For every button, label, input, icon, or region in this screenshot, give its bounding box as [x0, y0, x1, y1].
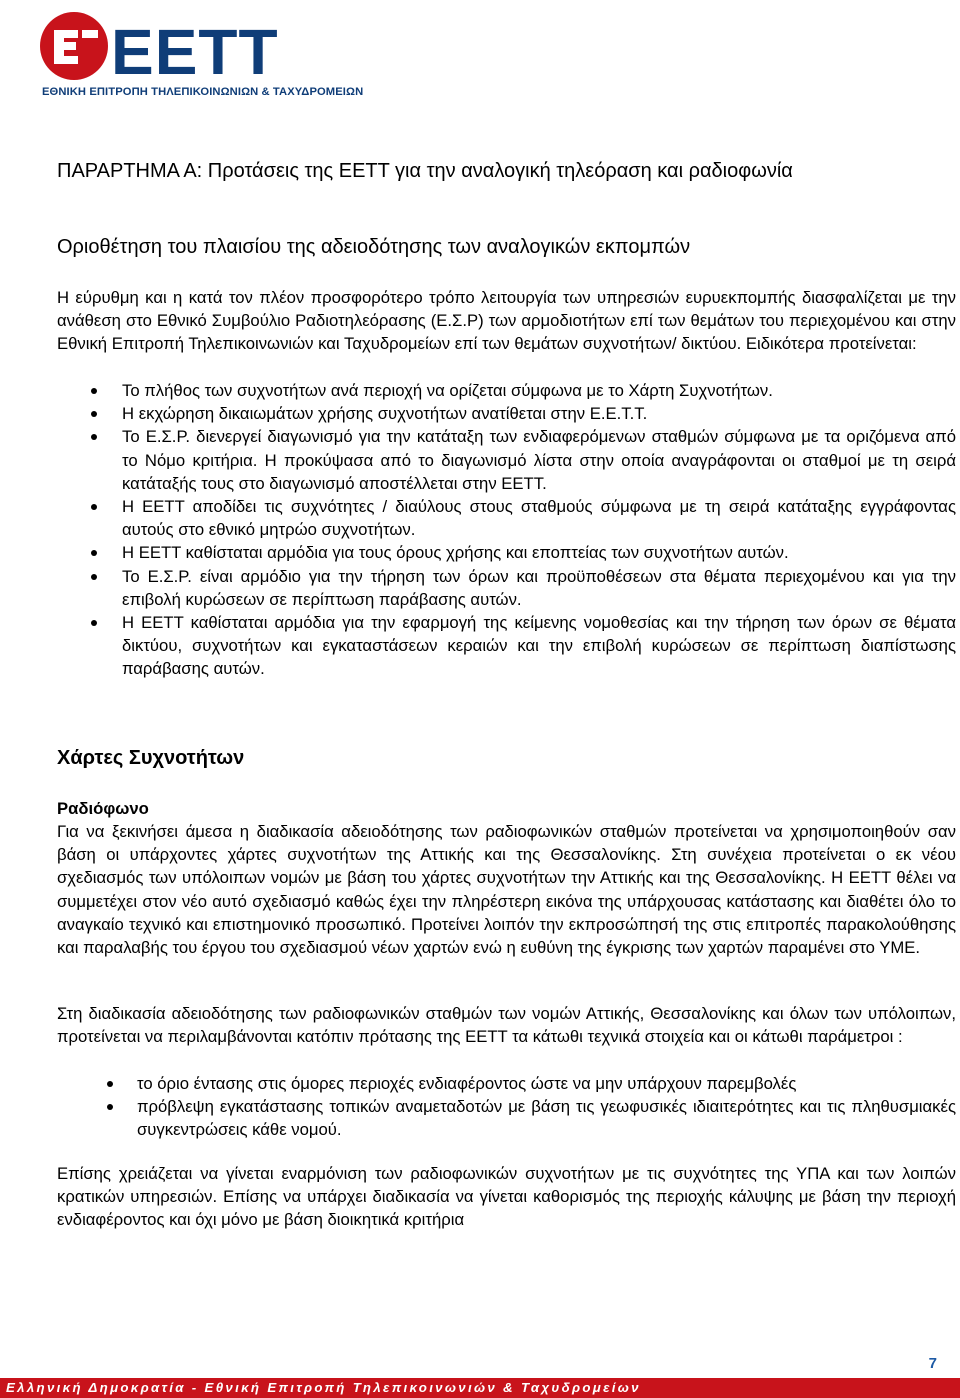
- logo-brand: EETT: [111, 16, 279, 88]
- list-item: Το Ε.Σ.Ρ. διενεργεί διαγωνισμό για την κατάταξη των ενδιαφερόμενων σταθμών σύμφωνα με τα οριζόμενα από το Νόμο κριτήρια. Η προκύψασα από το διαγωνισμό λίστα στην οποία αναγράφονται οι σταθμοί με τη σειρά κατάταξής τους στο διαγωνισμό αποστέλλεται στην ΕΕΤΤ.: [57, 425, 956, 495]
- list-item: Η ΕΕΤΤ καθίσταται αρμόδια για την εφαρμογή της κείμενης νομοθεσίας και την τήρηση των όρων σε θέματα δικτύου, συχνοτήτων και εγκαταστάσεων κεραιών και την επιβολή κυρώσεων σε περίπτωση διαπίστωσης παράβασης αυτών.: [57, 611, 956, 681]
- intro-paragraph: Η εύρυθμη και η κατά τον πλέον προσφορότερο τρόπο λειτουργία των υπηρεσιών ευρυεκπομπής διασφαλίζεται με την ανάθεση στο Εθνικό Συμβούλιο Ραδιοτηλεόρασης (Ε.Σ.Ρ) των αρμοδιοτήτων επί των θεμάτων του περιεχομένου και στην Εθνική Επιτροπή Τηλεπικοινωνιών και Ταχυδρομείων επί των θεμάτων συχνοτήτων/ δικτύου. Ειδικότερα προτείνεται:: [57, 288, 956, 354]
- proposal-list: [57, 379, 956, 681]
- list-item: το όριο έντασης στις όμορες περιοχές ενδιαφέροντος ώστε να μην υπάρχουν παρεμβολές: [57, 1072, 956, 1095]
- list-item: Η ΕΕΤΤ καθίσταται αρμόδια για τους όρους χρήσης και εποπτείας των συχνοτήτων αυτών.: [57, 541, 956, 564]
- footer-bar: Ελληνική Δημοκρατία - Εθνική Επιτροπή Τηλεπικοινωνιών & Ταχυδρομείων: [0, 1378, 960, 1398]
- list-item: Το Ε.Σ.Ρ. είναι αρμόδιο για την τήρηση των όρων και προϋποθέσεων στα θέματα περιεχομένου και για την επιβολή κυρώσεων σε περίπτωση παράβασης αυτών.: [57, 565, 956, 611]
- parameters-list: [57, 1072, 956, 1142]
- radio-paragraph-3: Επίσης χρειάζεται να γίνεται εναρμόνιση των ραδιοφωνικών συχνοτήτων με τις συχνότητες της ΥΠΑ και των λοιπών κρατικών υπηρεσιών. Επίσης να υπάρχει διαδικασία να γίνεται καθορισμός της περιοχής κάλυψης με βάση την περιοχή ενδιαφέροντος και όχι μόνο με βάση διοικητικά κριτήρια: [57, 1164, 956, 1230]
- page-title: ΠΑΡΑΡΤΗΜΑ Α: Προτάσεις της ΕΕΤΤ για την αναλογική τηλεόραση και ραδιοφωνία: [57, 160, 793, 182]
- page-subtitle: Οριοθέτηση του πλαισίου της αδειοδότησης των αναλογικών εκπομπών: [57, 236, 691, 258]
- list-item: Η ΕΕΤΤ αποδίδει τις συχνότητες / διαύλους στους σταθμούς σύμφωνα με τη σειρά κατάταξης εγγράφοντας αυτούς στο εθνικό μητρώο συχνοτήτων.: [57, 495, 956, 541]
- list-item: Το πλήθος των συχνοτήτων ανά περιοχή να ορίζεται σύμφωνα με το Χάρτη Συχνοτήτων.: [57, 379, 956, 402]
- radio-paragraph-1: Για να ξεκινήσει άμεσα η διαδικασία αδειοδότησης των ραδιοφωνικών σταθμών προτείνεται να χρησιμοποιηθούν σαν βάση οι υπάρχοντες χάρτες συχνοτήτων της Αττικής και της Θεσσαλονίκης. Στη συνέχεια προτείνεται ο εκ νέου σχεδιασμός των υπόλοιπων νομών με βάση του χάρτες συχνοτήτων την Αττικής και της Θεσσαλονίκης. Η ΕΕΤΤ θέλει να συμμετέχει στον νέο αυτό σχεδιασμό καθώς έχει την πληρέστερη εικόνα της υπάρχουσας κατάστασης και διαθέτει όλο το αναγκαίο τεχνικό και επιστημονικό προσωπικό. Προτείνει λοιπόν την εκπροσώπησή της στις επιτροπές παρακολούθησης και παραλαβής του έργου του σχεδιασμού νέων χαρτών ενώ η ευθύνη της έγκρισης των χαρτών παραμένει στο ΥΜΕ.: [57, 822, 956, 958]
- list-item: πρόβλεψη εγκατάστασης τοπικών αναμεταδοτών με βάση τις γεωφυσικές ιδιαιτερότητες και τις πληθυσμιακές συγκεντρώσεις κάθε νομού.: [57, 1095, 956, 1141]
- subsection-heading: Ραδιόφωνο: [57, 799, 149, 818]
- list-item: Η εκχώρηση δικαιωμάτων χρήσης συχνοτήτων ανατίθεται στην Ε.Ε.Τ.Τ.: [57, 402, 956, 425]
- eett-logo: [34, 8, 364, 108]
- section-heading: Χάρτες Συχνοτήτων: [57, 747, 245, 769]
- radio-paragraph-2: Στη διαδικασία αδειοδότησης των ραδιοφωνικών σταθμών των νομών Αττικής, Θεσσαλονίκης και όλων των υπόλοιπων, προτείνεται να περιλαμβάνονται κατόπιν πρότασης της ΕΕΤΤ τα κάτωθι τεχνικά στοιχεία και οι κάτωθι παράμετροι :: [57, 1004, 956, 1047]
- eett-emblem-icon: [34, 8, 114, 88]
- logo-subtitle: ΕΘΝΙΚΗ ΕΠΙΤΡΟΠΗ ΤΗΛΕΠΙΚΟΙΝΩΝΙΩΝ & ΤΑΧΥΔΡΟΜΕΙΩΝ: [42, 86, 364, 98]
- page-number: 7: [928, 1355, 937, 1372]
